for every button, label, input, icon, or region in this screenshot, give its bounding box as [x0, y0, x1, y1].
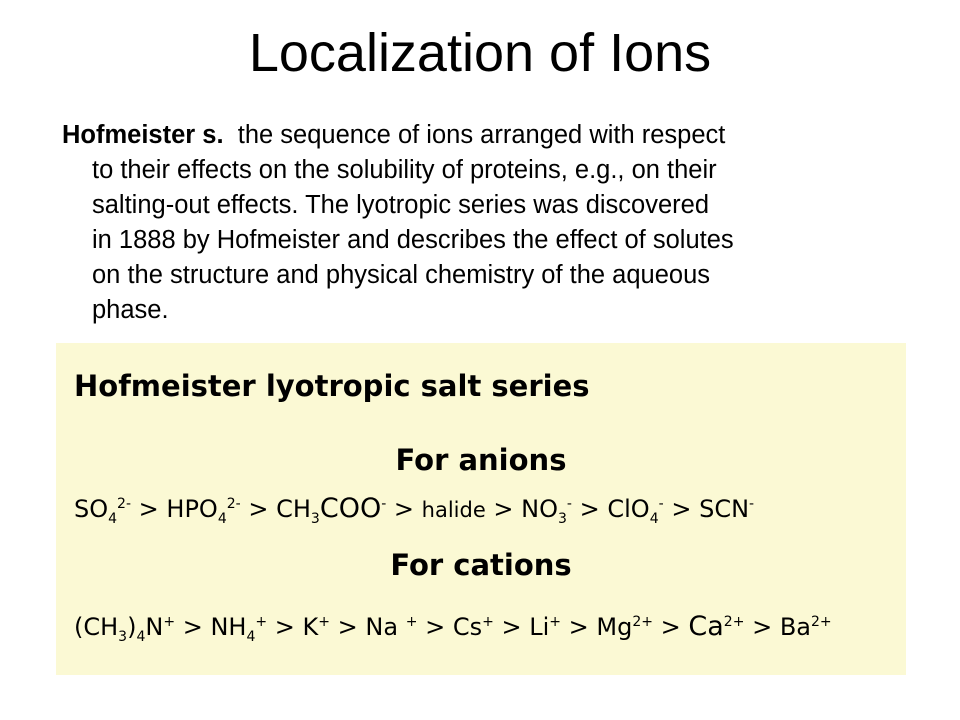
greater-than-sign: > [138, 495, 159, 523]
definition-line-4: in 1888 by Hofmeister and describes the effect of solutes [92, 226, 734, 254]
greater-than-sign: > [568, 613, 589, 641]
definition-line-5: on the structure and physical chemistry of the aqueous [92, 261, 711, 289]
anion-series [74, 493, 754, 527]
anion-halide: halide [421, 498, 486, 522]
greater-than-sign: > [248, 495, 269, 523]
greater-than-sign: > [182, 613, 203, 641]
anions-heading: For anions [395, 443, 567, 477]
anion-so4: $SO_4^{2-}$ [74, 495, 132, 527]
definition-line-1 [62, 118, 922, 153]
cation-mg: $Mg^{2+}$ [596, 613, 653, 641]
cation-li: Li+ [529, 613, 561, 641]
greater-than-sign: > [579, 495, 600, 523]
definition-line-2: to their effects on the solubility of proteins, e.g., on their [92, 156, 717, 184]
greater-than-sign: > [752, 613, 773, 641]
cations-heading: For cations [390, 548, 572, 582]
hofmeister-series-panel [56, 343, 906, 675]
cation-k: K+ [302, 613, 330, 641]
greater-than-sign: > [501, 613, 522, 641]
anion-hpo4: $HPO_4^{2-}$ [166, 495, 241, 527]
greater-than-sign: > [671, 495, 692, 523]
anion-acetate: $CH_3COO^-$ [276, 493, 387, 527]
definition-line-6: phase. [92, 296, 169, 324]
cation-nh4: $NH_4^+$ [210, 613, 268, 645]
cation-na: Na + [365, 613, 418, 641]
definition-paragraph [62, 118, 922, 328]
cation-ba: $Ba^{2+}$ [779, 613, 832, 641]
cation-series [74, 611, 832, 645]
greater-than-sign: > [493, 495, 514, 523]
cation-cs: Cs+ [452, 613, 494, 641]
definition-line-3: salting-out effects. The lyotropic series was discovered [92, 191, 710, 219]
anion-clo4: ClO$_4$- [607, 495, 664, 527]
definition-text-1: the sequence of ions arranged with respect [237, 121, 726, 149]
slide-title: Localization of Ions [248, 23, 712, 83]
panel-title: Hofmeister lyotropic salt series [74, 369, 590, 403]
greater-than-sign: > [274, 613, 295, 641]
anion-no3: $NO_3^-$ [521, 495, 572, 527]
greater-than-sign: > [337, 613, 358, 641]
greater-than-sign: > [393, 495, 415, 523]
greater-than-sign: > [425, 613, 446, 641]
anion-scn: SCN- [699, 495, 755, 523]
cation-tetramethylammonium: $(CH_3)_4N^+$ [74, 613, 176, 645]
greater-than-sign: > [660, 613, 681, 641]
definition-term: Hofmeister s. [62, 121, 224, 149]
cation-ca: $Ca^{2+}$ [688, 611, 745, 642]
